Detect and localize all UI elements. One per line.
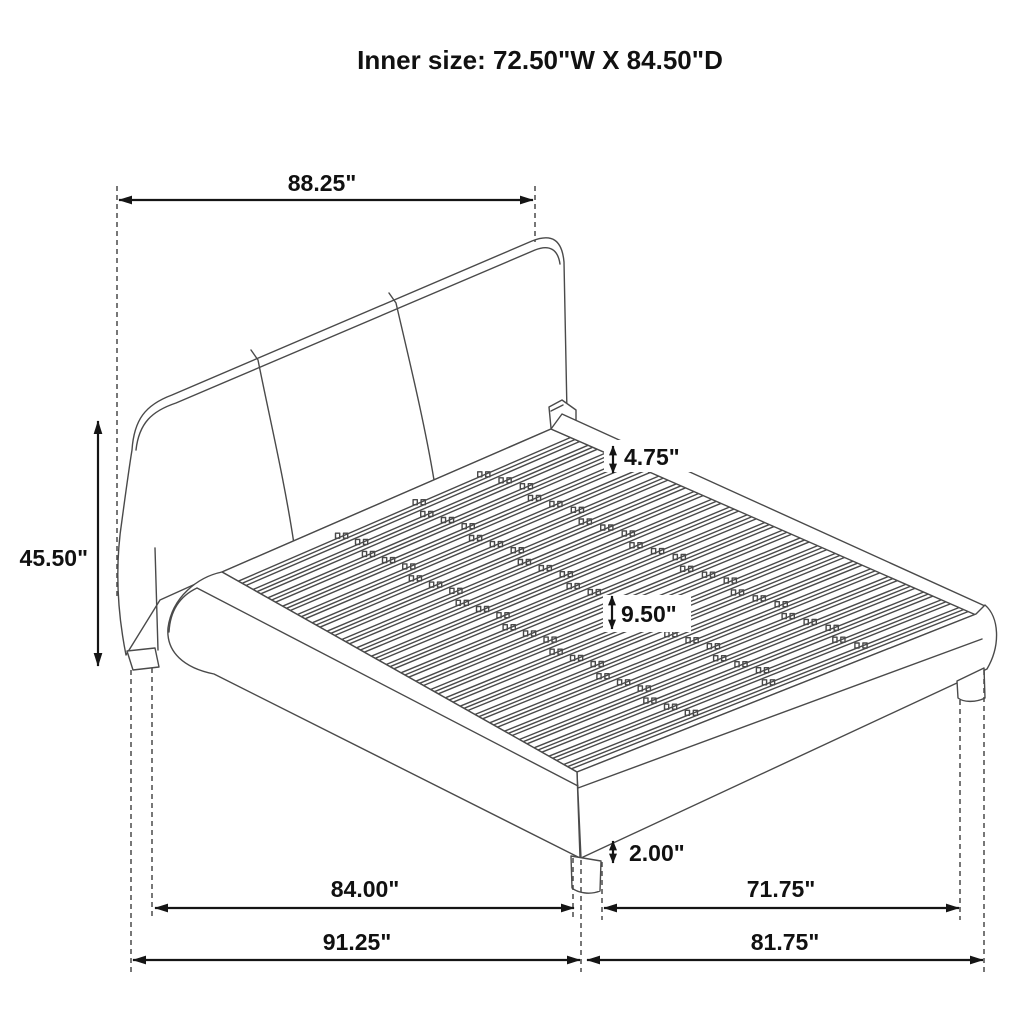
front-leg [571, 856, 601, 893]
dim-label-top-width: 88.25" [287, 170, 357, 196]
headboard-foot [127, 648, 159, 670]
dim-label-slat-gap: 4.75" [624, 444, 680, 470]
dim-label-overall-width: 81.75" [750, 929, 820, 955]
dim-label-left-height: 45.50" [19, 545, 88, 571]
bed-drawing [118, 238, 997, 893]
dim-label-overall-depth: 91.25" [322, 929, 392, 955]
dim-label-inner-depth: 84.00" [330, 876, 400, 902]
dim-label-leg-height: 2.00" [629, 840, 685, 866]
dim-label-slat-span: 9.50" [621, 601, 677, 627]
diagram-title: Inner size: 72.50"W X 84.50"D [357, 45, 723, 75]
dim-label-inner-width: 71.75" [746, 876, 816, 902]
